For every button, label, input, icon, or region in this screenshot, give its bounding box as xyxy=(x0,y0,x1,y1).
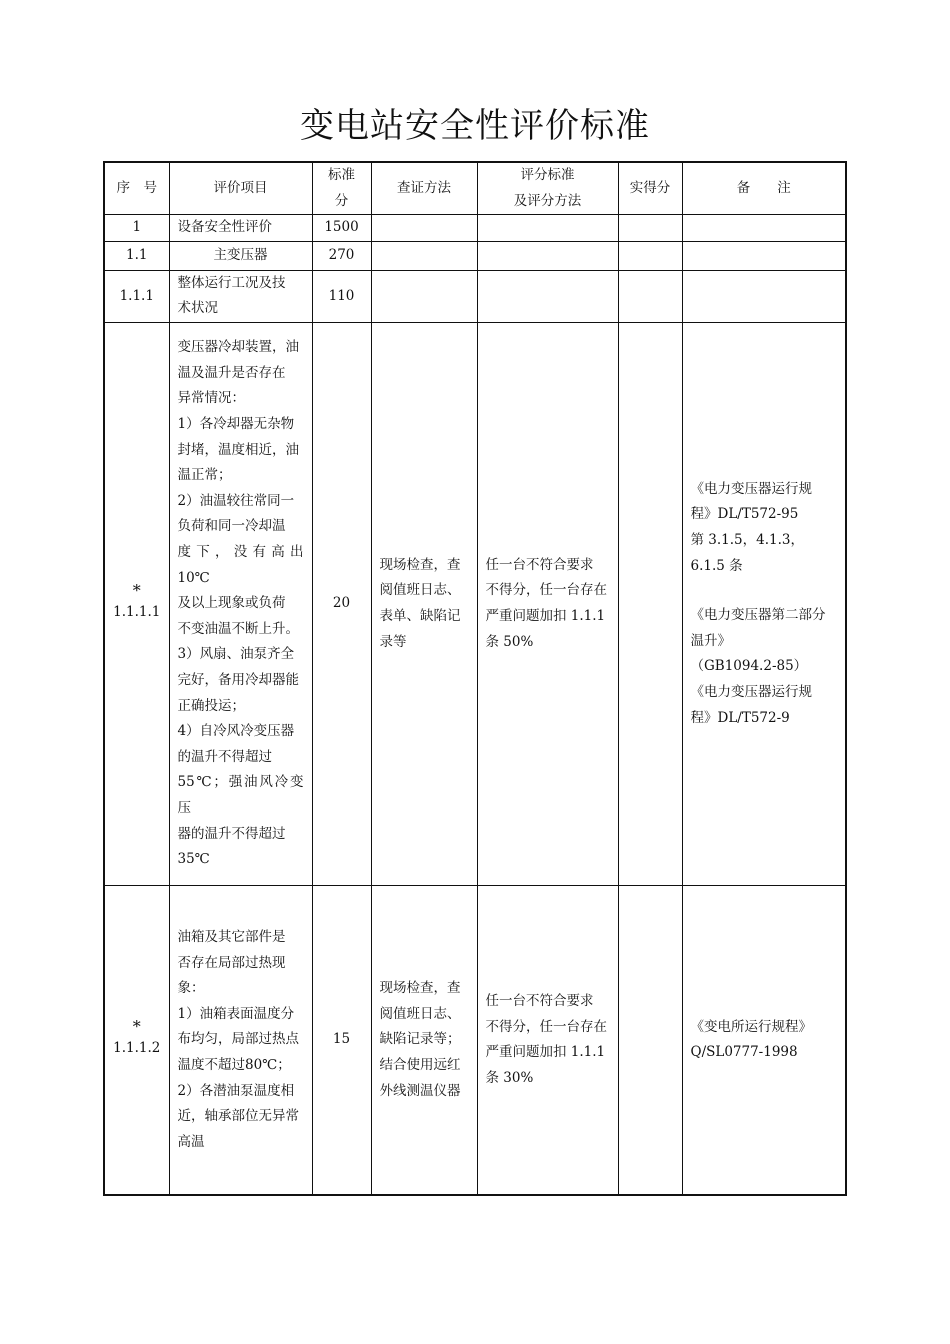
text-line: 不得分，任一台存在 xyxy=(485,582,607,599)
text-line: 《电力变压器第二部分 xyxy=(690,607,826,624)
row-actual[interactable] xyxy=(618,270,682,322)
text-line: 条 50% xyxy=(485,633,534,650)
text-line: 异常情况： xyxy=(177,390,245,407)
text-line: 55℃；强油风冷变压 xyxy=(177,774,304,816)
text-line: 4）自冷风冷变压器 xyxy=(177,723,295,740)
header-criteria xyxy=(477,162,618,215)
text-line: 结合使用远红 xyxy=(379,1057,461,1074)
star-marker: * xyxy=(132,1017,141,1037)
row-criteria xyxy=(477,241,618,270)
row-item-line2: 术状况 xyxy=(177,300,218,317)
text-line: 不变油温不断上升。 xyxy=(177,620,299,637)
text-line: 缺陷记录等； xyxy=(379,1031,461,1048)
text-line: 的温升不得超过 xyxy=(177,748,272,765)
text-line: 温及温升是否存在 xyxy=(177,364,286,381)
text-line: 第 3.1.5，4.1.3，6.1.5 条 xyxy=(690,531,804,574)
text-line: 近，轴承部位无异常 xyxy=(177,1108,299,1125)
row-criteria xyxy=(477,270,618,322)
table-row xyxy=(104,215,846,242)
text-line: 1）各冷却器无杂物 xyxy=(177,416,295,433)
text-line: 度下，没有高出10℃ xyxy=(177,543,304,586)
text-line: 油箱及其它部件是 xyxy=(177,929,286,946)
evaluation-table xyxy=(103,161,847,1196)
text-line: 严重问题加扣 1.1.1 xyxy=(485,607,606,624)
text-line: 象： xyxy=(177,980,205,997)
row-method xyxy=(371,885,477,1195)
row-criteria xyxy=(477,885,618,1195)
text-line: 变压器冷却装置，油 xyxy=(177,339,299,356)
row-seq xyxy=(104,322,169,885)
text-line: 阅值班日志、 xyxy=(379,1005,461,1022)
header-score xyxy=(312,162,371,215)
text-line: 3）风扇、油泵齐全 xyxy=(177,646,295,663)
header-method: 查证方法 xyxy=(371,162,477,215)
text-line: 不得分，任一台存在 xyxy=(485,1018,607,1035)
header-criteria-line2: 及评分方法 xyxy=(513,192,582,209)
table-row-detail xyxy=(104,885,846,1195)
row-actual[interactable] xyxy=(618,885,682,1195)
row-criteria xyxy=(477,215,618,242)
text-line: Q/SL0777-1998 xyxy=(690,1044,798,1061)
text-line: 温升》 xyxy=(690,632,731,649)
text-line: 《电力变压器运行规 xyxy=(690,683,812,700)
row-note xyxy=(682,885,846,1195)
row-actual[interactable] xyxy=(618,322,682,885)
row-actual[interactable] xyxy=(618,241,682,270)
header-note: 备 注 xyxy=(682,162,846,215)
text-line: 温正常； xyxy=(177,467,232,484)
row-seq-number: 1.1.1.1 xyxy=(113,604,161,621)
row-note xyxy=(682,215,846,242)
text-line: 2）油温较往常同一 xyxy=(177,492,295,509)
row-seq-number: 1.1.1.2 xyxy=(113,1040,161,1057)
text-line: 阅值班日志、 xyxy=(379,582,461,599)
table-row-detail xyxy=(104,322,846,885)
text-line: 程》DL/T572-9 xyxy=(690,709,790,726)
text-line: 程》DL/T572-95 xyxy=(690,506,799,523)
text-line: 现场检查，查 xyxy=(379,980,461,997)
header-item: 评价项目 xyxy=(169,162,312,215)
row-score: 20 xyxy=(312,322,371,885)
row-item: 主变压器 xyxy=(169,241,312,270)
row-method xyxy=(371,322,477,885)
row-method xyxy=(371,241,477,270)
row-item xyxy=(169,885,312,1195)
row-score: 15 xyxy=(312,885,371,1195)
text-line: 2）各潜油泵温度相 xyxy=(177,1082,295,1099)
text-line xyxy=(691,579,838,603)
page-title: 变电站安全性评价标准 xyxy=(300,106,650,146)
text-line: 严重问题加扣 1.1.1 xyxy=(485,1044,606,1061)
text-line: 1）油箱表面温度分 xyxy=(177,1005,295,1022)
row-seq: 1.1 xyxy=(104,241,169,270)
text-line: 任一台不符合要求 xyxy=(485,556,594,573)
text-line: 否存在局部过热现 xyxy=(177,954,286,971)
header-actual: 实得分 xyxy=(618,162,682,215)
text-line: 任一台不符合要求 xyxy=(485,993,594,1010)
text-line: 《电力变压器运行规 xyxy=(690,480,812,497)
row-criteria xyxy=(477,322,618,885)
row-item-line1: 整体运行工况及技 xyxy=(177,274,286,291)
text-line: 封堵，温度相近，油 xyxy=(177,441,299,458)
header-score-line2: 分 xyxy=(334,192,349,209)
table-header-row xyxy=(104,162,846,215)
header-seq: 序 号 xyxy=(104,162,169,215)
row-score: 270 xyxy=(312,241,371,270)
row-item xyxy=(169,322,312,885)
text-line: 布均匀，局部过热点 xyxy=(177,1031,299,1048)
text-line: 表单、缺陷记 xyxy=(379,607,461,624)
row-note xyxy=(682,322,846,885)
row-actual[interactable] xyxy=(618,215,682,242)
row-score: 1500 xyxy=(312,215,371,242)
row-seq: 1 xyxy=(104,215,169,242)
row-note xyxy=(682,270,846,322)
text-line: 完好，备用冷却器能 xyxy=(177,671,299,688)
text-line: 正确投运； xyxy=(177,697,245,714)
row-seq xyxy=(104,885,169,1195)
row-method xyxy=(371,270,477,322)
text-line: 及以上现象或负荷 xyxy=(177,595,286,612)
text-line: 35℃ xyxy=(177,851,210,868)
text-line: 条 30% xyxy=(485,1069,534,1086)
row-note xyxy=(682,241,846,270)
text-line: 温度不超过80℃； xyxy=(177,1057,291,1074)
text-line: 外线测温仪器 xyxy=(379,1082,461,1099)
header-score-line1: 标准 xyxy=(328,167,355,183)
text-line: 高温 xyxy=(177,1133,205,1150)
table-row xyxy=(104,241,846,270)
text-line: （GB1094.2-85） xyxy=(690,658,808,675)
text-line: 录等 xyxy=(379,633,407,650)
header-criteria-line1: 评分标准 xyxy=(520,167,575,183)
row-method xyxy=(371,215,477,242)
text-line: 负荷和同一冷却温 xyxy=(177,518,286,535)
row-score: 110 xyxy=(312,270,371,322)
row-item xyxy=(169,270,312,322)
text-line: 现场检查，查 xyxy=(379,556,461,573)
text-line: 《变电所运行规程》 xyxy=(690,1018,812,1035)
star-marker: * xyxy=(132,581,141,601)
text-line: 器的温升不得超过 xyxy=(177,825,286,842)
table-row xyxy=(104,270,846,322)
row-item: 设备安全性评价 xyxy=(169,215,312,242)
row-seq: 1.1.1 xyxy=(104,270,169,322)
